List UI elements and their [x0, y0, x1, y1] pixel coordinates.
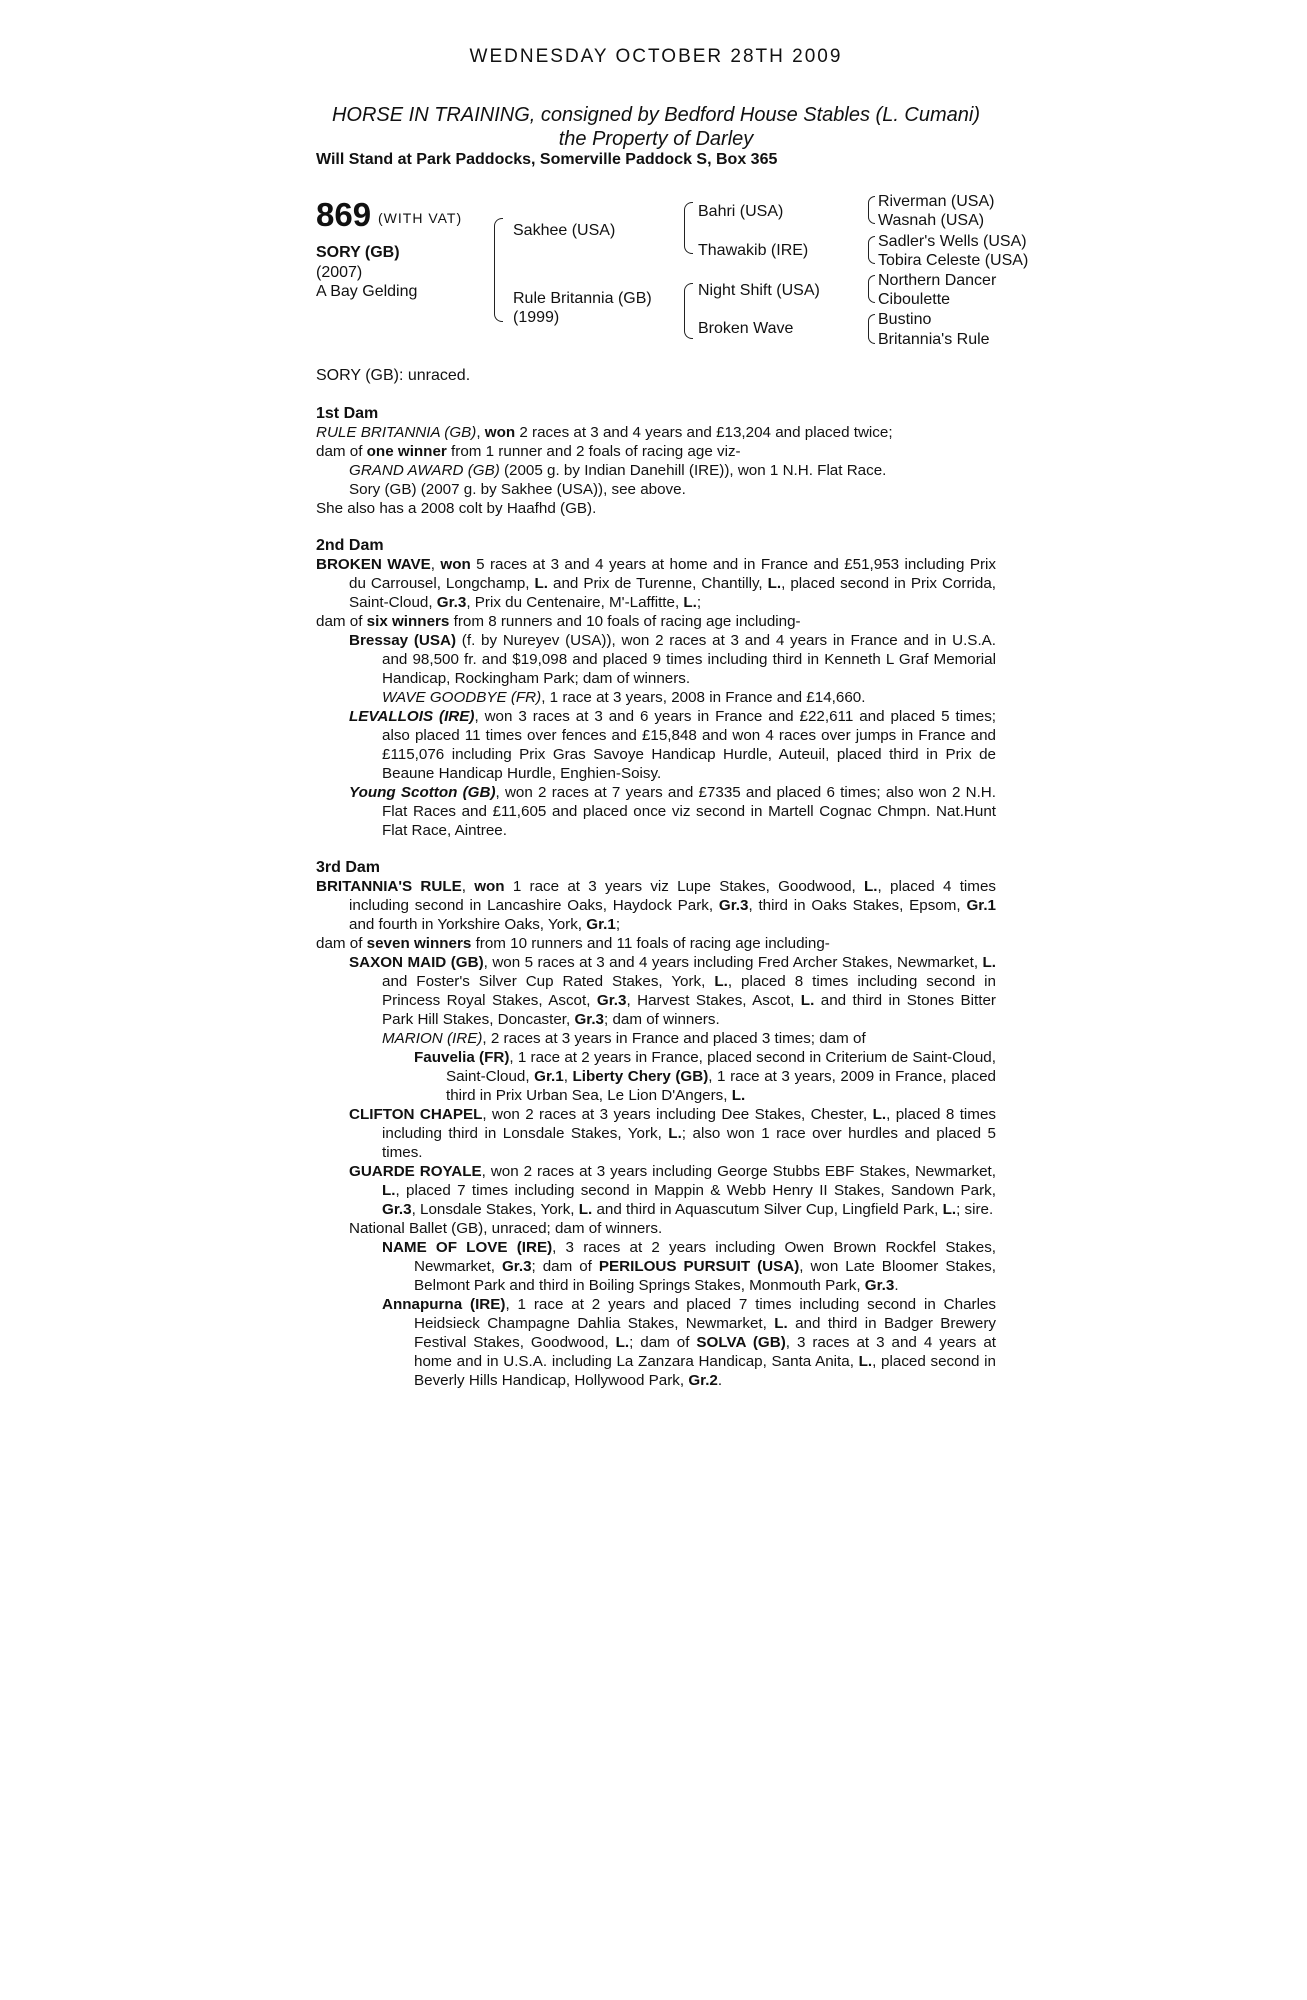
second-dam-heading: 2nd Dam — [316, 537, 384, 554]
produce-name: LEVALLOIS (IRE) — [349, 708, 475, 725]
text-run: , third in Oaks Stakes, Epsom, — [748, 897, 967, 914]
text-run: ; — [696, 594, 702, 611]
text-run: , placed second in Beverly Hills Handicap, Hollywood Park, — [414, 1353, 996, 1389]
second-dam-name: BROKEN WAVE — [316, 556, 431, 573]
vat-note: (WITH VAT) — [378, 210, 463, 226]
produce-name: Fauvelia (FR) — [414, 1049, 510, 1066]
group-label: Gr.1 — [966, 897, 996, 914]
pedigree-dam-dam: Broken Wave — [698, 320, 794, 337]
group-label: Gr.3 — [718, 897, 749, 914]
listed-label: L. — [872, 1106, 887, 1123]
produce-name: Liberty Chery (GB) — [572, 1068, 709, 1085]
produce-record — [316, 404, 996, 1390]
listed-label: L. — [714, 973, 728, 990]
text-run: ; also won 1 race over hurdles and placed 5 times. — [382, 1125, 996, 1161]
text-run: , Lonsdale Stakes, York, — [411, 1201, 579, 1218]
text-run: . — [894, 1277, 899, 1294]
text-run: , won Late Bloomer Stakes, Belmont Park and third in Boiling Springs Stakes, Monmouth Park, — [414, 1258, 996, 1294]
winners-count: seven winners — [366, 935, 472, 952]
text-run: 1 race at 3 years viz Lupe Stakes, Goodwood, — [504, 878, 865, 895]
text-run: dam of — [316, 613, 367, 630]
produce-name: Annapurna (IRE) — [382, 1296, 506, 1313]
property-line: the Property of Darley — [558, 128, 754, 150]
pedigree-sire: Sakhee (USA) — [513, 222, 616, 239]
listed-label: L. — [767, 575, 782, 592]
lot-number: 869 — [316, 196, 372, 233]
pedigree-g5: Northern Dancer — [878, 272, 997, 289]
produce-name: SOLVA (GB) — [696, 1334, 786, 1351]
horse-year: (2007) — [316, 264, 363, 281]
text-run: ; dam of — [629, 1334, 697, 1351]
listed-label: L. — [774, 1315, 788, 1332]
pedigree-g6: Ciboulette — [878, 291, 951, 308]
text-run: , won 2 races at 3 years including George Stubbs EBF Stakes, Newmarket, — [481, 1163, 996, 1180]
won-label: won — [474, 878, 505, 895]
text-run: and fourth in Yorkshire Oaks, York, — [349, 916, 587, 933]
produce-name: WAVE GOODBYE (FR) — [382, 689, 542, 706]
produce-name: NAME OF LOVE (IRE) — [382, 1239, 553, 1256]
text-run: , placed 8 times including second in Princess Royal Stakes, Ascot, — [382, 973, 996, 1009]
text-run: ; sire. — [956, 1201, 994, 1218]
group-label: Gr.3 — [501, 1258, 532, 1275]
listed-label: L. — [864, 878, 878, 895]
listed-label: L. — [858, 1353, 873, 1370]
text-run: and third in Badger Brewery Festival Stakes, Goodwood, — [414, 1315, 996, 1351]
text-run: and third in Aquascutum Silver Cup, Lingfield Park, — [592, 1201, 943, 1218]
won-label: won — [484, 424, 516, 441]
pedigree-g7: Bustino — [878, 311, 932, 328]
second-dam-record — [316, 555, 996, 612]
group-label: Gr.3 — [574, 1011, 605, 1028]
produce-subitem — [316, 688, 996, 707]
produce-item — [316, 783, 996, 840]
text-run: ; dam of winners. — [604, 1011, 720, 1028]
produce-name: MARION (IRE) — [382, 1030, 483, 1047]
produce-name: Young Scotton (GB) — [349, 784, 496, 801]
text-run: , — [461, 878, 475, 895]
produce-item — [316, 953, 996, 1029]
listed-label: L. — [615, 1334, 630, 1351]
consignment-line: HORSE IN TRAINING, consigned by Bedford House Stables (L. Cumani) — [331, 104, 981, 126]
brace-1 — [494, 218, 503, 322]
text-run: , placed 8 times including third in Lonsdale Stakes, York, — [382, 1106, 996, 1142]
winners-count: six winners — [366, 613, 450, 630]
third-dam-name: BRITANNIA'S RULE — [316, 878, 462, 895]
text-run: , won 2 races at 7 years and £7335 and placed 6 times; also won 2 N.H. Flat Races and £11,605 and placed once viz second in Martell Cognac Chmpn. Nat.Hunt Flat Race, Aintree. — [382, 784, 996, 839]
listed-label: L. — [578, 1201, 593, 1218]
text-run: and third in Stones Bitter Park Hill Stakes, Doncaster, — [382, 992, 996, 1028]
text-run: ; — [615, 916, 621, 933]
group-label: Gr.3 — [864, 1277, 895, 1294]
brace-5 — [868, 236, 875, 264]
listed-label: L. — [382, 1182, 396, 1199]
text-run: , 1 race at 3 years, 2009 in France, placed third in Prix Urban Sea, Le Lion D'Angers, — [446, 1068, 996, 1104]
winners-count: one winner — [366, 443, 447, 460]
text-run: , placed 7 times including second in Mappin & Webb Henry II Stakes, Sandown Park, — [395, 1182, 996, 1199]
produce-name: CLIFTON CHAPEL — [349, 1106, 483, 1123]
produce-name: GRAND AWARD (GB) — [349, 462, 500, 479]
text-run: , 1 race at 3 years, 2008 in France and £14,660. — [541, 689, 866, 706]
text-run: , 3 races at 2 years including Owen Brown Rockfel Stakes, Newmarket, — [414, 1239, 997, 1275]
produce-item — [316, 1105, 996, 1162]
text-run: dam of — [316, 935, 367, 952]
group-label: Gr.3 — [436, 594, 467, 611]
pedigree-g1: Riverman (USA) — [878, 193, 995, 210]
produce-subsubitem — [316, 1048, 996, 1105]
text-run: , — [476, 424, 485, 441]
listed-label: L. — [982, 954, 997, 971]
consignment-block — [316, 103, 996, 151]
text-run: , — [430, 556, 441, 573]
first-dam-produce-summary — [316, 442, 996, 461]
listed-label: L. — [800, 992, 815, 1009]
listed-label: L. — [534, 575, 549, 592]
text-run: , won 3 races at 3 and 6 years in France and £22,611 and placed 5 times; also placed 11 times over fences and £15,848 and won 4 races over jumps in France and £115,076 including Prix Gras Savoye Handicap Hurdle, Auteuil, placed third in Prix de Beaune Handicap Hurdle, Enghien-Soisy. — [382, 708, 997, 782]
produce-subitem — [316, 1295, 996, 1390]
produce-item — [316, 1162, 996, 1219]
pedigree-g3: Sadler's Wells (USA) — [878, 233, 1027, 250]
text-run: (f. by Nureyev (USA)), won 2 races at 3 and 4 years in France and in U.S.A. and 98,500 fr. and $19,098 and placed 9 times including third in Kenneth L Graf Memorial Handicap, Rockingham Park; dam of winners. — [382, 632, 997, 687]
text-run: dam of — [316, 443, 367, 460]
text-run: and Prix de Turenne, Chantilly, — [548, 575, 768, 592]
produce-item: Sory (GB) (2007 g. by Sakhee (USA)), see above. — [349, 481, 686, 498]
pedigree-sire-dam: Thawakib (IRE) — [698, 242, 809, 259]
produce-name: PERILOUS PURSUIT (USA) — [598, 1258, 800, 1275]
pedigree-dam-year: (1999) — [513, 309, 560, 326]
pedigree-dam-sire: Night Shift (USA) — [698, 282, 820, 299]
text-run: . — [717, 1372, 723, 1389]
first-dam-record — [316, 423, 996, 442]
text-run: from 10 runners and 11 foals of racing age including- — [471, 935, 830, 952]
text-run: 5 races at 3 and 4 years at home and in France and £51,953 including Prix du Carrousel, Longchamp, — [349, 556, 996, 592]
group-label: Gr.3 — [596, 992, 627, 1009]
also-note: She also has a 2008 colt by Haafhd (GB). — [316, 500, 597, 517]
produce-name: Bressay (USA) — [349, 632, 457, 649]
stand-location: Will Stand at Park Paddocks, Somerville Paddock S, Box 365 — [316, 151, 778, 168]
pedigree-sire-sire: Bahri (USA) — [698, 203, 784, 220]
produce-name: SAXON MAID (GB) — [349, 954, 484, 971]
text-run: ; dam of — [531, 1258, 599, 1275]
group-label: Gr.2 — [688, 1372, 718, 1389]
text-run: , placed second in Prix Corrida, Saint-Cloud, — [349, 575, 997, 611]
pedigree-g2: Wasnah (USA) — [878, 212, 985, 229]
sale-date: WEDNESDAY OCTOBER 28TH 2009 — [469, 46, 843, 67]
group-label: Gr.3 — [382, 1201, 412, 1218]
listed-label: L. — [683, 594, 697, 611]
group-label: Gr.1 — [586, 916, 616, 933]
brace-7 — [868, 314, 875, 344]
text-run: , won 5 races at 3 and 4 years including Fred Archer Stakes, Newmarket, — [483, 954, 983, 971]
first-dam-name: RULE BRITANNIA (GB) — [316, 424, 477, 441]
third-dam-record — [316, 877, 996, 934]
won-label: won — [440, 556, 471, 573]
text-run: and Foster's Silver Cup Rated Stakes, York, — [382, 973, 715, 990]
second-dam-produce-summary — [316, 612, 996, 631]
third-dam-heading: 3rd Dam — [316, 859, 381, 876]
text-run: , 3 races at 3 and 4 years at home and in U.S.A. including La Zanzara Handicap, Santa Anita, — [414, 1334, 996, 1370]
brace-6 — [868, 275, 875, 303]
pedigree-g4: Tobira Celeste (USA) — [878, 252, 1029, 269]
horse-description: A Bay Gelding — [316, 283, 418, 300]
listed-label: L. — [731, 1087, 746, 1104]
produce-subitem — [316, 1029, 996, 1048]
text-run: from 1 runner and 2 foals of racing age viz- — [446, 443, 741, 460]
produce-item — [316, 707, 996, 783]
brace-3 — [684, 283, 693, 339]
third-dam-produce-summary — [316, 934, 996, 953]
text-run: , Harvest Stakes, Ascot, — [626, 992, 801, 1009]
listed-label: L. — [942, 1201, 957, 1218]
produce-item — [316, 631, 996, 688]
text-run: , 1 race at 2 years in France, placed second in Criterium de Saint-Cloud, Saint-Cloud, — [446, 1049, 996, 1085]
produce-subitem — [316, 1238, 996, 1295]
produce-name: GUARDE ROYALE — [349, 1163, 482, 1180]
text-run: (2005 g. by Indian Danehill (IRE)), won 1 N.H. Flat Race. — [499, 462, 887, 479]
text-run: from 8 runners and 10 foals of racing age including- — [449, 613, 801, 630]
text-run: , won 2 races at 3 years including Dee Stakes, Chester, — [482, 1106, 873, 1123]
horse-name: SORY (GB) — [316, 244, 400, 261]
produce-item — [316, 461, 996, 480]
text-run: 2 races at 3 and 4 years and £13,204 and placed twice; — [515, 424, 893, 441]
listed-label: L. — [668, 1125, 682, 1142]
text-run: , placed 4 times including second in Lancashire Oaks, Haydock Park, — [349, 878, 996, 914]
unraced-note: SORY (GB): unraced. — [316, 367, 471, 384]
brace-4 — [868, 196, 875, 224]
text-run: , Prix du Centenaire, M'-Laffitte, — [466, 594, 684, 611]
text-run: , — [563, 1068, 573, 1085]
produce-item: National Ballet (GB), unraced; dam of winners. — [349, 1220, 663, 1237]
first-dam-heading: 1st Dam — [316, 405, 379, 422]
brace-2 — [684, 202, 693, 254]
group-label: Gr.1 — [534, 1068, 564, 1085]
text-run: , 1 race at 2 years and placed 7 times including second in Charles Heidsieck Champagne Dahlia Stakes, Newmarket, — [414, 1296, 996, 1332]
pedigree-dam: Rule Britannia (GB) — [513, 290, 652, 307]
pedigree-g8: Britannia's Rule — [878, 331, 990, 348]
text-run: , 2 races at 3 years in France and placed 3 times; dam of — [482, 1030, 866, 1047]
